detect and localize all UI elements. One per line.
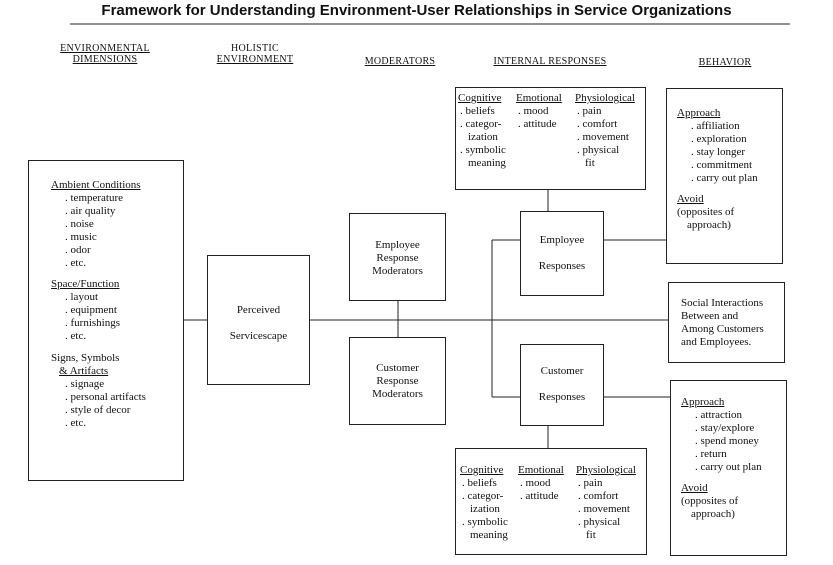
customer-moderators-line2: Response xyxy=(376,375,419,387)
employee-approach-title: Approach xyxy=(677,107,721,119)
figure-title: Framework for Understanding Environment-User Relationships in Service Organizations xyxy=(101,2,732,19)
customer-avoid-title: Avoid xyxy=(681,482,708,494)
customer-behavior-box xyxy=(670,380,787,556)
header-environmental xyxy=(40,43,170,65)
customer-approach-item: . carry out plan xyxy=(681,461,786,474)
customer-approach-item: . return xyxy=(681,448,786,461)
employee-physiological-item-cont: fit xyxy=(585,157,595,169)
customer-moderators-line3: Moderators xyxy=(372,388,423,400)
internal-responses-employee-box xyxy=(455,87,646,190)
social-line1: Social Interactions xyxy=(681,297,764,309)
header-environmental-line2: DIMENSIONS xyxy=(72,54,138,65)
header-environmental-line1: ENVIRONMENTAL xyxy=(60,43,150,54)
customer-cognitive-item: . symbolic xyxy=(460,516,508,529)
customer-avoid-line1: (opposites of xyxy=(681,495,739,507)
ambient-conditions-list xyxy=(51,192,183,270)
customer-responses-line2: Responses xyxy=(538,391,586,403)
employee-cognitive-column xyxy=(458,92,506,170)
customer-physiological-item: . comfort xyxy=(576,490,636,503)
employee-avoid-line2: approach) xyxy=(687,219,731,231)
employee-emotional-item: . attitude xyxy=(516,118,562,131)
employee-behavior-box xyxy=(666,88,783,264)
employee-approach-item: . carry out plan xyxy=(677,172,782,185)
employee-cognitive-item: . symbolic xyxy=(458,144,506,157)
header-holistic xyxy=(195,43,315,65)
customer-moderators-line1: Customer xyxy=(376,362,419,374)
employee-approach-item: . stay longer xyxy=(677,146,782,159)
employee-moderators-line2: Response xyxy=(376,252,419,264)
header-moderators: MODERATORS xyxy=(364,56,436,67)
employee-physiological-item: . movement xyxy=(575,131,635,144)
ambient-item: . music xyxy=(51,231,183,244)
employee-avoid-title: Avoid xyxy=(677,193,704,205)
space-item: . equipment xyxy=(51,304,183,317)
customer-approach-item: . spend money xyxy=(681,435,786,448)
employee-cognitive-title: Cognitive xyxy=(458,92,502,104)
employee-responses-line1: Employee xyxy=(539,234,585,246)
employee-physiological-column xyxy=(575,92,635,170)
employee-moderators-line1: Employee xyxy=(375,239,420,251)
employee-emotional-column xyxy=(516,92,562,131)
customer-avoid-line2: approach) xyxy=(691,508,735,520)
ambient-item: . etc. xyxy=(51,257,183,270)
employee-approach-list xyxy=(677,120,782,185)
social-line2: Between and xyxy=(681,310,739,322)
social-line3: Among Customers xyxy=(681,323,764,335)
employee-moderators-box xyxy=(349,213,446,301)
perceived-servicescape-box xyxy=(207,255,310,385)
header-holistic-line2: ENVIRONMENT xyxy=(216,54,294,65)
signs-item: . etc. xyxy=(51,417,183,430)
employee-physiological-title: Physiological xyxy=(575,92,635,104)
employee-cognitive-item-cont: meaning xyxy=(468,157,506,169)
customer-cognitive-item-cont: meaning xyxy=(470,529,508,541)
customer-emotional-column xyxy=(518,464,564,503)
employee-cognitive-item: . beliefs xyxy=(458,105,506,118)
customer-physiological-item: . physical xyxy=(576,516,636,529)
social-interactions-box xyxy=(668,282,785,363)
employee-cognitive-item-cont: ization xyxy=(468,131,498,143)
customer-approach-item: . stay/explore xyxy=(681,422,786,435)
employee-cognitive-item: . categor- xyxy=(458,118,506,131)
environmental-dimensions-box xyxy=(28,160,184,481)
space-item: . layout xyxy=(51,291,183,304)
ambient-item: . air quality xyxy=(51,205,183,218)
customer-responses-line1: Customer xyxy=(540,365,584,377)
space-function-title: Space/Function xyxy=(51,278,120,290)
signs-title-line2: & Artifacts xyxy=(59,365,109,377)
employee-approach-item: . commitment xyxy=(677,159,782,172)
header-behavior: BEHAVIOR xyxy=(698,57,752,68)
employee-physiological-item: . pain xyxy=(575,105,635,118)
signs-item: . style of decor xyxy=(51,404,183,417)
customer-cognitive-item: . categor- xyxy=(460,490,508,503)
space-function-list xyxy=(51,291,183,343)
signs-item: . signage xyxy=(51,378,183,391)
customer-emotional-item: . attitude xyxy=(518,490,564,503)
signs-item: . personal artifacts xyxy=(51,391,183,404)
customer-approach-list xyxy=(681,409,786,474)
employee-responses-line2: Responses xyxy=(538,260,586,272)
social-line4: and Employees. xyxy=(681,336,752,348)
customer-emotional-title: Emotional xyxy=(518,464,564,476)
signs-title xyxy=(51,352,183,378)
customer-physiological-item-cont: fit xyxy=(586,529,596,541)
ambient-item: . odor xyxy=(51,244,183,257)
customer-cognitive-title: Cognitive xyxy=(460,464,504,476)
employee-emotional-item: . mood xyxy=(516,105,562,118)
customer-emotional-item: . mood xyxy=(518,477,564,490)
customer-approach-item: . attraction xyxy=(681,409,786,422)
customer-cognitive-item: . beliefs xyxy=(460,477,508,490)
employee-responses-box xyxy=(520,211,604,296)
signs-title-line1: Signs, Symbols xyxy=(51,352,120,364)
header-holistic-line1: HOLISTIC xyxy=(231,43,279,54)
customer-moderators-box xyxy=(349,337,446,425)
customer-cognitive-item-cont: ization xyxy=(470,503,500,515)
space-item: . furnishings xyxy=(51,317,183,330)
customer-physiological-column xyxy=(576,464,636,542)
customer-physiological-item: . pain xyxy=(576,477,636,490)
employee-approach-item: . exploration xyxy=(677,133,782,146)
servicescape-line2: Servicescape xyxy=(229,330,288,342)
internal-responses-customer-box xyxy=(455,448,647,555)
customer-responses-box xyxy=(520,344,604,426)
customer-approach-title: Approach xyxy=(681,396,725,408)
servicescape-line1: Perceived xyxy=(236,304,281,316)
employee-approach-item: . affiliation xyxy=(677,120,782,133)
space-item: . etc. xyxy=(51,330,183,343)
employee-avoid-line1: (opposites of xyxy=(677,206,735,218)
signs-list xyxy=(51,378,183,430)
employee-emotional-title: Emotional xyxy=(516,92,562,104)
ambient-item: . temperature xyxy=(51,192,183,205)
employee-physiological-item: . comfort xyxy=(575,118,635,131)
employee-moderators-line3: Moderators xyxy=(372,265,423,277)
employee-physiological-item: . physical xyxy=(575,144,635,157)
customer-physiological-title: Physiological xyxy=(576,464,636,476)
ambient-conditions-title: Ambient Conditions xyxy=(51,179,141,191)
ambient-item: . noise xyxy=(51,218,183,231)
header-internal: INTERNAL RESPONSES xyxy=(493,56,607,67)
customer-physiological-item: . movement xyxy=(576,503,636,516)
customer-cognitive-column xyxy=(460,464,508,542)
